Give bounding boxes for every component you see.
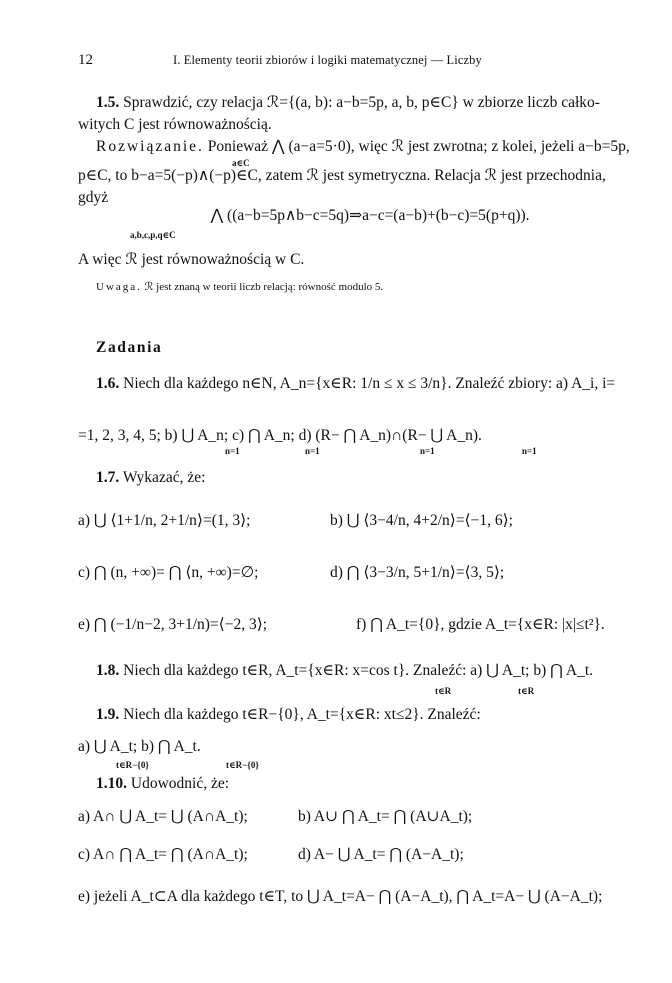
exercise-text-cont [78, 114, 650, 136]
ex19-parts: a) ⋃ A_t; b) ⋂ A_t. [78, 738, 201, 755]
op-sub: n=1 [225, 446, 240, 456]
exercise-text: Udowodnić, że: [130, 775, 230, 792]
running-title: I. Elementy teorii zbiorów i logiki matematycznej — Liczby [173, 53, 482, 67]
ex17-e: e) ⋂ (−1/n−2, 3+1/n)=⟨−2, 3⟩; [78, 616, 268, 633]
formula-subscript: a,b,c,p,q∈C [130, 230, 176, 240]
conclusion-wrap [78, 249, 650, 271]
exercise-text: Sprawdzić, czy relacja ℛ={(a, b): a−b=5p, a, b, p∈C} w zbiorze liczb całko- [123, 94, 600, 111]
op-sub: n=1 [522, 446, 537, 456]
ex17-f: f) ⋂ A_t={0}, gdzie A_t={x∈R: |x|≤t²}. [356, 616, 605, 633]
exercise-number: 1.6. [96, 375, 120, 392]
solution-subscript: a∈C [232, 158, 250, 168]
ex17-a: a) ⋃ ⟨1+1/n, 2+1/n⟩=(1, 3⟩; [78, 512, 251, 529]
exercise-number: 1.9. [96, 706, 120, 723]
exercise-number: 1.5. [96, 94, 120, 111]
remark [78, 276, 650, 298]
exercise-number: 1.10. [96, 775, 127, 792]
section-wrap [78, 337, 650, 359]
exercise-text: Niech dla każdego t∈R, A_t={x∈R: x=cos t}. Znaleźć: a) ⋃ A_t; b) ⋂ A_t. [123, 662, 593, 679]
ex17-c: c) ⋂ (n, +∞)= ⋂ ⟨n, +∞)=∅; [78, 564, 259, 581]
exercise-1-7 [78, 467, 650, 489]
exercise-number: 1.8. [96, 662, 120, 679]
exercise-number: 1.7. [96, 469, 120, 486]
solution-line3: gdyż [78, 189, 109, 206]
exercise-1-6-line2-wrap [78, 425, 650, 447]
remark-text: ℛ jest znaną w teorii liczb relacją: równość modulo 5. [144, 281, 384, 293]
ex110-b: b) A∪ ⋂ A_t= ⋂ (A∪A_t); [298, 808, 473, 825]
exercise-1-5 [78, 92, 650, 114]
transitivity-formula: ⋀ ((a−b=5p∧b−c=5q)⇒a−c=(a−b)+(b−c)=5(p+q)). [210, 207, 530, 224]
exercise-1-8 [78, 660, 650, 682]
running-header [78, 52, 638, 72]
section-title: Zadania [96, 339, 163, 356]
ex17-b: b) ⋃ ⟨3−4/n, 4+2/n⟩=⟨−1, 6⟩; [330, 512, 513, 529]
op-sub: n=1 [305, 446, 320, 456]
op-sub: t∈R−{0} [226, 760, 259, 770]
solution-label: Rozwiązanie. [96, 138, 204, 155]
ex110-c: c) A∩ ⋂ A_t= ⋂ (A∩A_t); [78, 846, 248, 863]
remark-label: Uwaga. [96, 281, 142, 293]
solution-line2: p∈C, to b−a=5(−p)∧(−p)∈C, zatem ℛ jest symetryczna. Relacja ℛ jest przechodnia, [78, 167, 606, 184]
op-sub: n=1 [420, 446, 435, 456]
ex110-d: d) A− ⋃ A_t= ⋂ (A−A_t); [298, 846, 464, 863]
ex110-e: e) jeżeli A_t⊂A dla każdego t∈T, to ⋃ A_t=A− ⋂ (A−A_t), ⋂ A_t=A− ⋃ (A−A_t); [78, 888, 603, 905]
conclusion: A więc ℛ jest równoważnością w C. [78, 251, 305, 268]
solution-line2-wrap [78, 165, 650, 187]
exercise-text: Niech dla każdego t∈R−{0}, A_t={x∈R: xt≤2}. Znaleźć: [123, 706, 481, 723]
exercise-1-10 [78, 773, 650, 795]
op-sub: t∈R−{0} [116, 760, 149, 770]
solution [78, 136, 650, 158]
op-sub: t∈R [518, 686, 535, 696]
exercise-text: Wykazać, że: [122, 469, 206, 486]
exercise-1-6 [78, 373, 650, 395]
exercise-text: Niech dla każdego n∈N, A_n={x∈R: 1/n ≤ x ≤ 3/n}. Znaleźć zbiory: a) A_i, i= [123, 375, 616, 392]
solution-line1: Ponieważ ⋀ (a−a=5·0), więc ℛ jest zwrotna; z kolei, jeżeli a−b=5p, [207, 138, 630, 155]
exercise-text-line2: witych C jest równoważnością. [78, 116, 272, 133]
page-number: 12 [78, 52, 93, 68]
exercise-1-9 [78, 704, 650, 726]
ex110-a: a) A∩ ⋃ A_t= ⋃ (A∩A_t); [78, 808, 248, 825]
ex17-d: d) ⋂ ⟨3−3/n, 5+1/n⟩=⟨3, 5⟩; [330, 564, 505, 581]
op-sub: t∈R [435, 686, 452, 696]
exercise-1-6-line2: =1, 2, 3, 4, 5; b) ⋃ A_n; c) ⋂ A_n; d) (R− ⋂ A_n)∩(R− ⋃ A_n). [78, 427, 482, 444]
